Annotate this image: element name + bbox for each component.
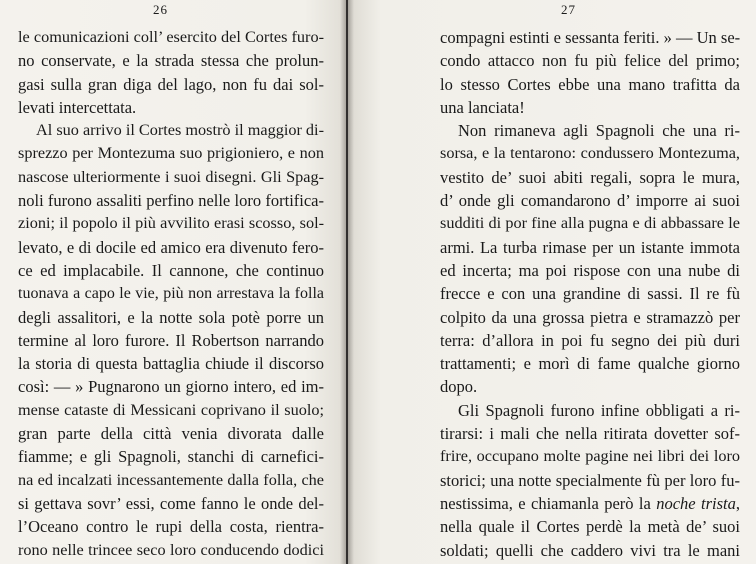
text-line: sudditi di por fine alla pugna e di abbassare le — [440, 214, 740, 233]
text-line: una lanciata! — [440, 97, 525, 117]
text-line: vestito de’ suoi abiti regali, sopra le mura, — [440, 167, 740, 187]
text-line: le comunicazioni coll’ esercito del Cortes furo- — [18, 28, 324, 46]
text-line: si gettava sovr’ essi, come fanno le onde del- — [18, 493, 324, 513]
text-line: nestissima, e chiamanla però la noche trista, — [440, 493, 741, 513]
text-line: no conservate, e la strada stessa che prolun- — [18, 51, 324, 71]
text-line: tuonava a capo le vie, più non arrestava la folla — [18, 285, 324, 303]
text-line: nascose ulteriormente i suoi disegni. Gli Spag- — [18, 167, 324, 186]
page-body — [440, 26, 740, 562]
text-line: dopo. — [440, 377, 478, 397]
text-line: ed incerta; ma poi rispose con una nube di — [440, 260, 740, 280]
text-line: termine al loro furore. Il Robertson narrando — [18, 330, 324, 350]
right-page — [348, 0, 756, 564]
page-body — [18, 26, 324, 562]
italic-phrase: noche trista — [656, 493, 736, 513]
text-line: noli furono assaliti perfino nelle loro fortifica- — [18, 191, 324, 211]
text-line: colpito da una grossa pietra e stramazzò per — [440, 307, 740, 327]
text-line: nella quale il Cortes perdè la metà de’ suoi — [440, 517, 740, 537]
text-line: Gli Spagnoli furono infine obbligati a ri- — [458, 400, 740, 420]
text-line: tirarsi: i mali che nella ritirata dovetter sof- — [440, 424, 740, 444]
text-line: armi. La turba rimase per un istante immota — [440, 237, 740, 257]
text-line: Non rimaneva agli Spagnoli che una ri- — [458, 121, 740, 141]
text-line: frecce e con una grandine di sassi. Il re fù — [440, 284, 740, 304]
text-line: ce ed implacabile. Il cannone, che continuo — [18, 260, 324, 280]
text-line: condo attacco non fu più felice del primo; — [440, 51, 740, 71]
text-line: così: — » Pugnarono un giorno intero, ed im- — [18, 377, 324, 397]
text-line: Al suo arrivo il Cortes mostrò il maggior di- — [36, 121, 324, 140]
text-line: rono nelle trincee seco loro conducendo dodici — [18, 540, 324, 559]
text-line: storici; una notte specialmente fù per loro fu- — [440, 470, 740, 490]
text-line: d’ onde gli comandarono d’ imporre ai suoi — [440, 191, 740, 211]
page-number: 27 — [561, 2, 576, 17]
page-number: 26 — [153, 2, 168, 17]
text-line: sorsa, e la tentarono: condussero Montezuma, — [440, 144, 740, 163]
text-line: frire, occupano molte pagine nei libri dei loro — [440, 447, 740, 466]
text-line: compagni estinti e sessanta feriti. » — Un se- — [440, 28, 741, 47]
text-line: levato, e di docile ed amico era divenuto fero- — [18, 237, 324, 257]
text-line: gasi sulla gran diga del lago, non fu dai sol- — [18, 74, 324, 94]
text-line: levati intercettata. — [18, 97, 137, 117]
text-line: gran parte della città venia divorata dalle — [18, 424, 324, 444]
text-line: sprezzo per Montezuma suo prigioniero, e non — [18, 144, 324, 163]
text-line: l’Oceano contro le rupi della costa, rientra- — [18, 517, 324, 537]
text-line: soldati; quelli che caddero vivi tra le mani — [440, 540, 740, 560]
text-line: fiamme; e gli Spagnoli, stanchi di carnefici- — [18, 447, 324, 467]
text-line: trattamenti; e morì di fame qualche giorno — [440, 354, 740, 374]
text-line: zioni; il popolo il più avvilito erasi scosso, sol- — [18, 214, 324, 233]
text-line: terra: d’allora in poi fu segno dei più duri — [440, 330, 740, 350]
text-line: la storia di questa battaglia chiude il discorso — [18, 354, 324, 374]
text-line: degli assalitori, e la notte sola potè porre un — [18, 307, 324, 327]
left-page — [0, 0, 346, 564]
text-line: mense cataste di Messicani coprivano il suolo; — [18, 400, 324, 419]
text-line: na ed incalzati incessantemente dalla folla, che — [18, 470, 324, 489]
text-line: lo stesso Cortes ebbe una mano trafitta da — [440, 74, 740, 94]
